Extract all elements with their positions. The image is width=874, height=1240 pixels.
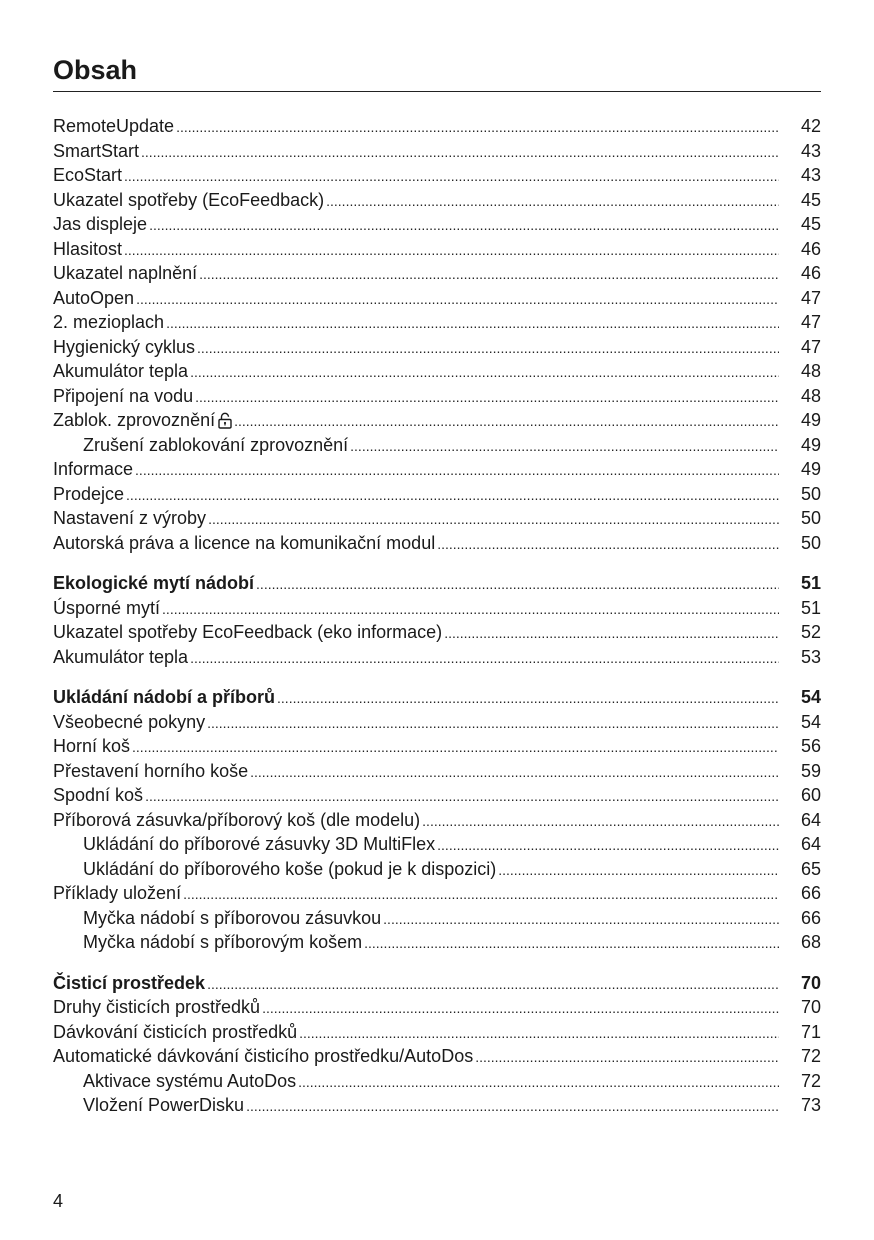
dot-leader — [124, 163, 779, 189]
dot-leader — [145, 783, 779, 809]
dot-leader — [444, 620, 779, 646]
toc-entry-spodni-kos[interactable] — [53, 783, 821, 808]
toc-entry-label: Akumulátor tepla — [53, 361, 189, 381]
toc-entry-label: Jas displeje — [53, 214, 148, 234]
toc-entry-pripojeni-na-vodu[interactable] — [53, 384, 821, 409]
toc-entry-page: 43 — [800, 140, 821, 161]
toc-entry-page: 64 — [800, 809, 821, 830]
toc-entry-page: 43 — [800, 165, 821, 185]
toc-subentry-mycka-zasuvka[interactable] — [53, 906, 821, 931]
dot-leader — [250, 759, 779, 785]
toc-entry-page: 68 — [800, 932, 821, 952]
dot-leader — [136, 286, 779, 312]
toc-entry-label: Zablok. zprovoznění — [53, 410, 216, 430]
dot-leader — [176, 114, 779, 140]
dot-leader — [207, 971, 779, 997]
toc-entry-label: Hygienický cyklus — [53, 336, 196, 357]
toc-entry-ecofeedback[interactable] — [53, 188, 821, 213]
toc-entry-page: 45 — [800, 189, 821, 210]
toc-entry-label: EcoStart — [53, 165, 123, 185]
toc-entry-page: 47 — [800, 287, 821, 308]
toc-entry-page: 66 — [800, 883, 821, 903]
toc-entry-ukazatel-naplneni[interactable] — [53, 261, 821, 286]
toc-entry-label: Autorská práva a licence na komunikační modul — [53, 532, 436, 553]
toc-entry-page: 49 — [800, 434, 821, 455]
toc-entry-smartstart[interactable] — [53, 139, 821, 164]
toc-entry-label: Akumulátor tepla — [53, 646, 189, 667]
toc-entry-horni-kos[interactable] — [53, 734, 821, 759]
toc-entry-page: 71 — [800, 1021, 821, 1042]
toc-subentry-aktivace-autodos[interactable] — [53, 1069, 821, 1094]
dot-leader — [162, 596, 779, 622]
dot-leader — [166, 310, 779, 336]
dot-leader — [183, 881, 779, 907]
toc-entry-label: Informace — [53, 459, 134, 479]
dot-leader — [298, 1069, 779, 1095]
toc-entry-zablok-zprovozneni[interactable] — [53, 408, 821, 433]
toc-entry-label: SmartStart — [53, 140, 140, 161]
toc-entry-page: 51 — [800, 597, 821, 618]
toc-entry-page: 49 — [800, 459, 821, 479]
toc-entry-label: Spodní koš — [53, 785, 144, 805]
dot-leader — [190, 359, 779, 385]
dot-leader — [437, 832, 779, 858]
dot-leader — [141, 139, 779, 165]
dot-leader — [364, 930, 779, 956]
toc-entry-label: Hlasitost — [53, 238, 123, 259]
toc-subentry-vlozeni-powerdisku[interactable] — [53, 1093, 821, 1118]
toc-entry-label: Příklady uložení — [53, 883, 182, 903]
toc-heading-ukladani-nadobi[interactable] — [53, 685, 821, 710]
toc-entry-page: 50 — [800, 508, 821, 528]
dot-leader — [149, 212, 779, 238]
toc-entry-label: Příborová zásuvka/příborový koš (dle modelu) — [53, 809, 421, 830]
toc-entry-label: 2. mezioplach — [53, 312, 165, 332]
toc-heading-label: Ekologické mytí nádobí — [53, 573, 255, 593]
toc-entry-page: 59 — [800, 760, 821, 781]
toc-entry-page: 66 — [800, 907, 821, 928]
toc-entry-label: RemoteUpdate — [53, 116, 175, 136]
toc-entry-druhy-cisticich[interactable] — [53, 995, 821, 1020]
dot-leader — [197, 335, 779, 361]
dot-leader — [208, 506, 779, 532]
toc-entry-label: Vložení PowerDisku — [83, 1095, 245, 1115]
toc-entry-label: Dávkování čisticích prostředků — [53, 1021, 298, 1042]
toc-entry-akumulator-tepla[interactable] — [53, 359, 821, 384]
toc-entry-page: 49 — [800, 410, 821, 430]
toc-heading-page: 51 — [800, 573, 821, 593]
lock-icon — [218, 412, 232, 429]
section-gap — [53, 955, 821, 971]
toc-entry-page: 48 — [800, 385, 821, 406]
toc-entry-davkovani-cisticich[interactable] — [53, 1020, 821, 1045]
toc-entry-autodos[interactable] — [53, 1044, 821, 1069]
toc-heading-label: Ukládání nádobí a příborů — [53, 687, 276, 707]
toc-entry-remoteupdate[interactable] — [53, 114, 821, 139]
toc-heading-page: 70 — [800, 972, 821, 993]
toc-entry-page: 45 — [800, 214, 821, 234]
dot-leader — [437, 531, 779, 557]
toc-entry-page: 56 — [800, 736, 821, 756]
toc-subentry-3d-multiflex[interactable] — [53, 832, 821, 857]
dot-leader — [207, 710, 779, 736]
toc-entry-label: Zrušení zablokování zprovoznění — [83, 434, 349, 455]
toc-entry-jas-displeje[interactable] — [53, 212, 821, 237]
toc-entry-label: Úsporné mytí — [53, 597, 161, 618]
dot-leader — [135, 457, 779, 483]
toc-entry-label: Všeobecné pokyny — [53, 711, 206, 732]
toc-entry-label-wrap — [53, 408, 234, 433]
dot-leader — [277, 685, 779, 711]
toc-entry-page: 52 — [800, 622, 821, 642]
toc-entry-page: 42 — [800, 116, 821, 136]
toc-entry-page: 50 — [800, 532, 821, 553]
toc-entry-prodejce[interactable] — [53, 482, 821, 507]
toc-heading-label: Čisticí prostředek — [53, 972, 206, 993]
toc-entry-page: 73 — [800, 1095, 821, 1115]
toc-entry-page: 47 — [800, 312, 821, 332]
toc-entry-label: Myčka nádobí s příborovým košem — [83, 932, 363, 952]
toc-subentry-mycka-kos[interactable] — [53, 930, 821, 955]
toc-entry-label: AutoOpen — [53, 287, 135, 308]
dot-leader — [126, 482, 779, 508]
dot-leader — [124, 237, 779, 263]
dot-leader — [326, 188, 779, 214]
toc-entry-label: Ukládání do příborového koše (pokud je k dispozici) — [83, 858, 497, 879]
toc-entry-autorska-prava[interactable] — [53, 531, 821, 556]
toc-entry-page: 47 — [800, 336, 821, 357]
toc-entry-page: 72 — [800, 1046, 821, 1066]
toc-entry-autoopen[interactable] — [53, 286, 821, 311]
toc-entry-label: Připojení na vodu — [53, 385, 194, 406]
toc-heading-cistici-prostredek[interactable] — [53, 971, 821, 996]
toc-entry-page: 60 — [800, 785, 821, 805]
toc-entry-priborova-zasuvka[interactable] — [53, 808, 821, 833]
toc-entry-akumulator-tepla-2[interactable] — [53, 645, 821, 670]
dot-leader — [498, 857, 779, 883]
toc-entry-page: 50 — [800, 483, 821, 504]
toc-entry-priklady-ulozeni[interactable] — [53, 881, 821, 906]
dot-leader — [383, 906, 779, 932]
toc-entry-page: 46 — [800, 263, 821, 283]
toc-entry-label: Prodejce — [53, 483, 125, 504]
page-title: Obsah — [53, 55, 138, 85]
dot-leader — [195, 384, 779, 410]
section-gap — [53, 555, 821, 571]
dot-leader — [422, 808, 779, 834]
toc-entry-vseobecne-pokyny[interactable] — [53, 710, 821, 735]
toc-entry-page: 46 — [800, 238, 821, 259]
toc-entry-ecostart[interactable] — [53, 163, 821, 188]
dot-leader — [256, 571, 779, 597]
toc-entry-label: Horní koš — [53, 736, 131, 756]
section-gap — [53, 669, 821, 685]
toc-subentry-priborovy-kos[interactable] — [53, 857, 821, 882]
dot-leader — [262, 995, 779, 1021]
toc-entry-label: Ukládání do příborové zásuvky 3D MultiFlex — [83, 834, 436, 854]
toc-entry-label: Ukazatel spotřeby (EcoFeedback) — [53, 189, 325, 210]
toc-entry-page: 70 — [800, 997, 821, 1017]
dot-leader — [234, 408, 779, 434]
toc-entry-hlasitost[interactable] — [53, 237, 821, 262]
toc-entry-prestaveni-horniho-kose[interactable] — [53, 759, 821, 784]
toc-entry-label: Ukazatel spotřeby EcoFeedback (eko informace) — [53, 622, 443, 642]
toc-subentry-zruseni-zablokovani[interactable] — [53, 433, 821, 458]
toc-entry-ecofeedback-eko[interactable] — [53, 620, 821, 645]
dot-leader — [190, 645, 779, 671]
dot-leader — [199, 261, 779, 287]
dot-leader — [246, 1093, 779, 1119]
dot-leader — [299, 1020, 779, 1046]
dot-leader — [132, 734, 779, 760]
table-of-contents — [53, 114, 821, 1118]
toc-entry-label: Přestavení horního koše — [53, 760, 249, 781]
toc-entry-page: 53 — [800, 646, 821, 667]
toc-entry-page: 64 — [800, 834, 821, 854]
toc-entry-mezioplach[interactable] — [53, 310, 821, 335]
toc-entry-page: 48 — [800, 361, 821, 381]
toc-entry-label: Aktivace systému AutoDos — [83, 1070, 297, 1091]
toc-entry-page: 65 — [800, 858, 821, 879]
toc-entry-label: Nastavení z výroby — [53, 508, 207, 528]
dot-leader — [350, 433, 779, 459]
toc-entry-nastaveni-z-vyroby[interactable] — [53, 506, 821, 531]
toc-entry-page: 72 — [800, 1070, 821, 1091]
toc-entry-label: Myčka nádobí s příborovou zásuvkou — [83, 907, 382, 928]
toc-entry-informace[interactable] — [53, 457, 821, 482]
toc-entry-page: 54 — [800, 711, 821, 732]
toc-heading-page: 54 — [800, 687, 821, 707]
title-divider — [53, 91, 821, 92]
page-number: 4 — [53, 1191, 64, 1211]
toc-heading-ekologicke-myti[interactable] — [53, 571, 821, 596]
toc-entry-hygienicky-cyklus[interactable] — [53, 335, 821, 360]
toc-entry-usporne-myti[interactable] — [53, 596, 821, 621]
toc-entry-label: Druhy čisticích prostředků — [53, 997, 261, 1017]
toc-entry-label: Ukazatel naplnění — [53, 263, 198, 283]
toc-entry-label: Automatické dávkování čisticího prostředku/AutoDos — [53, 1046, 474, 1066]
dot-leader — [475, 1044, 779, 1070]
